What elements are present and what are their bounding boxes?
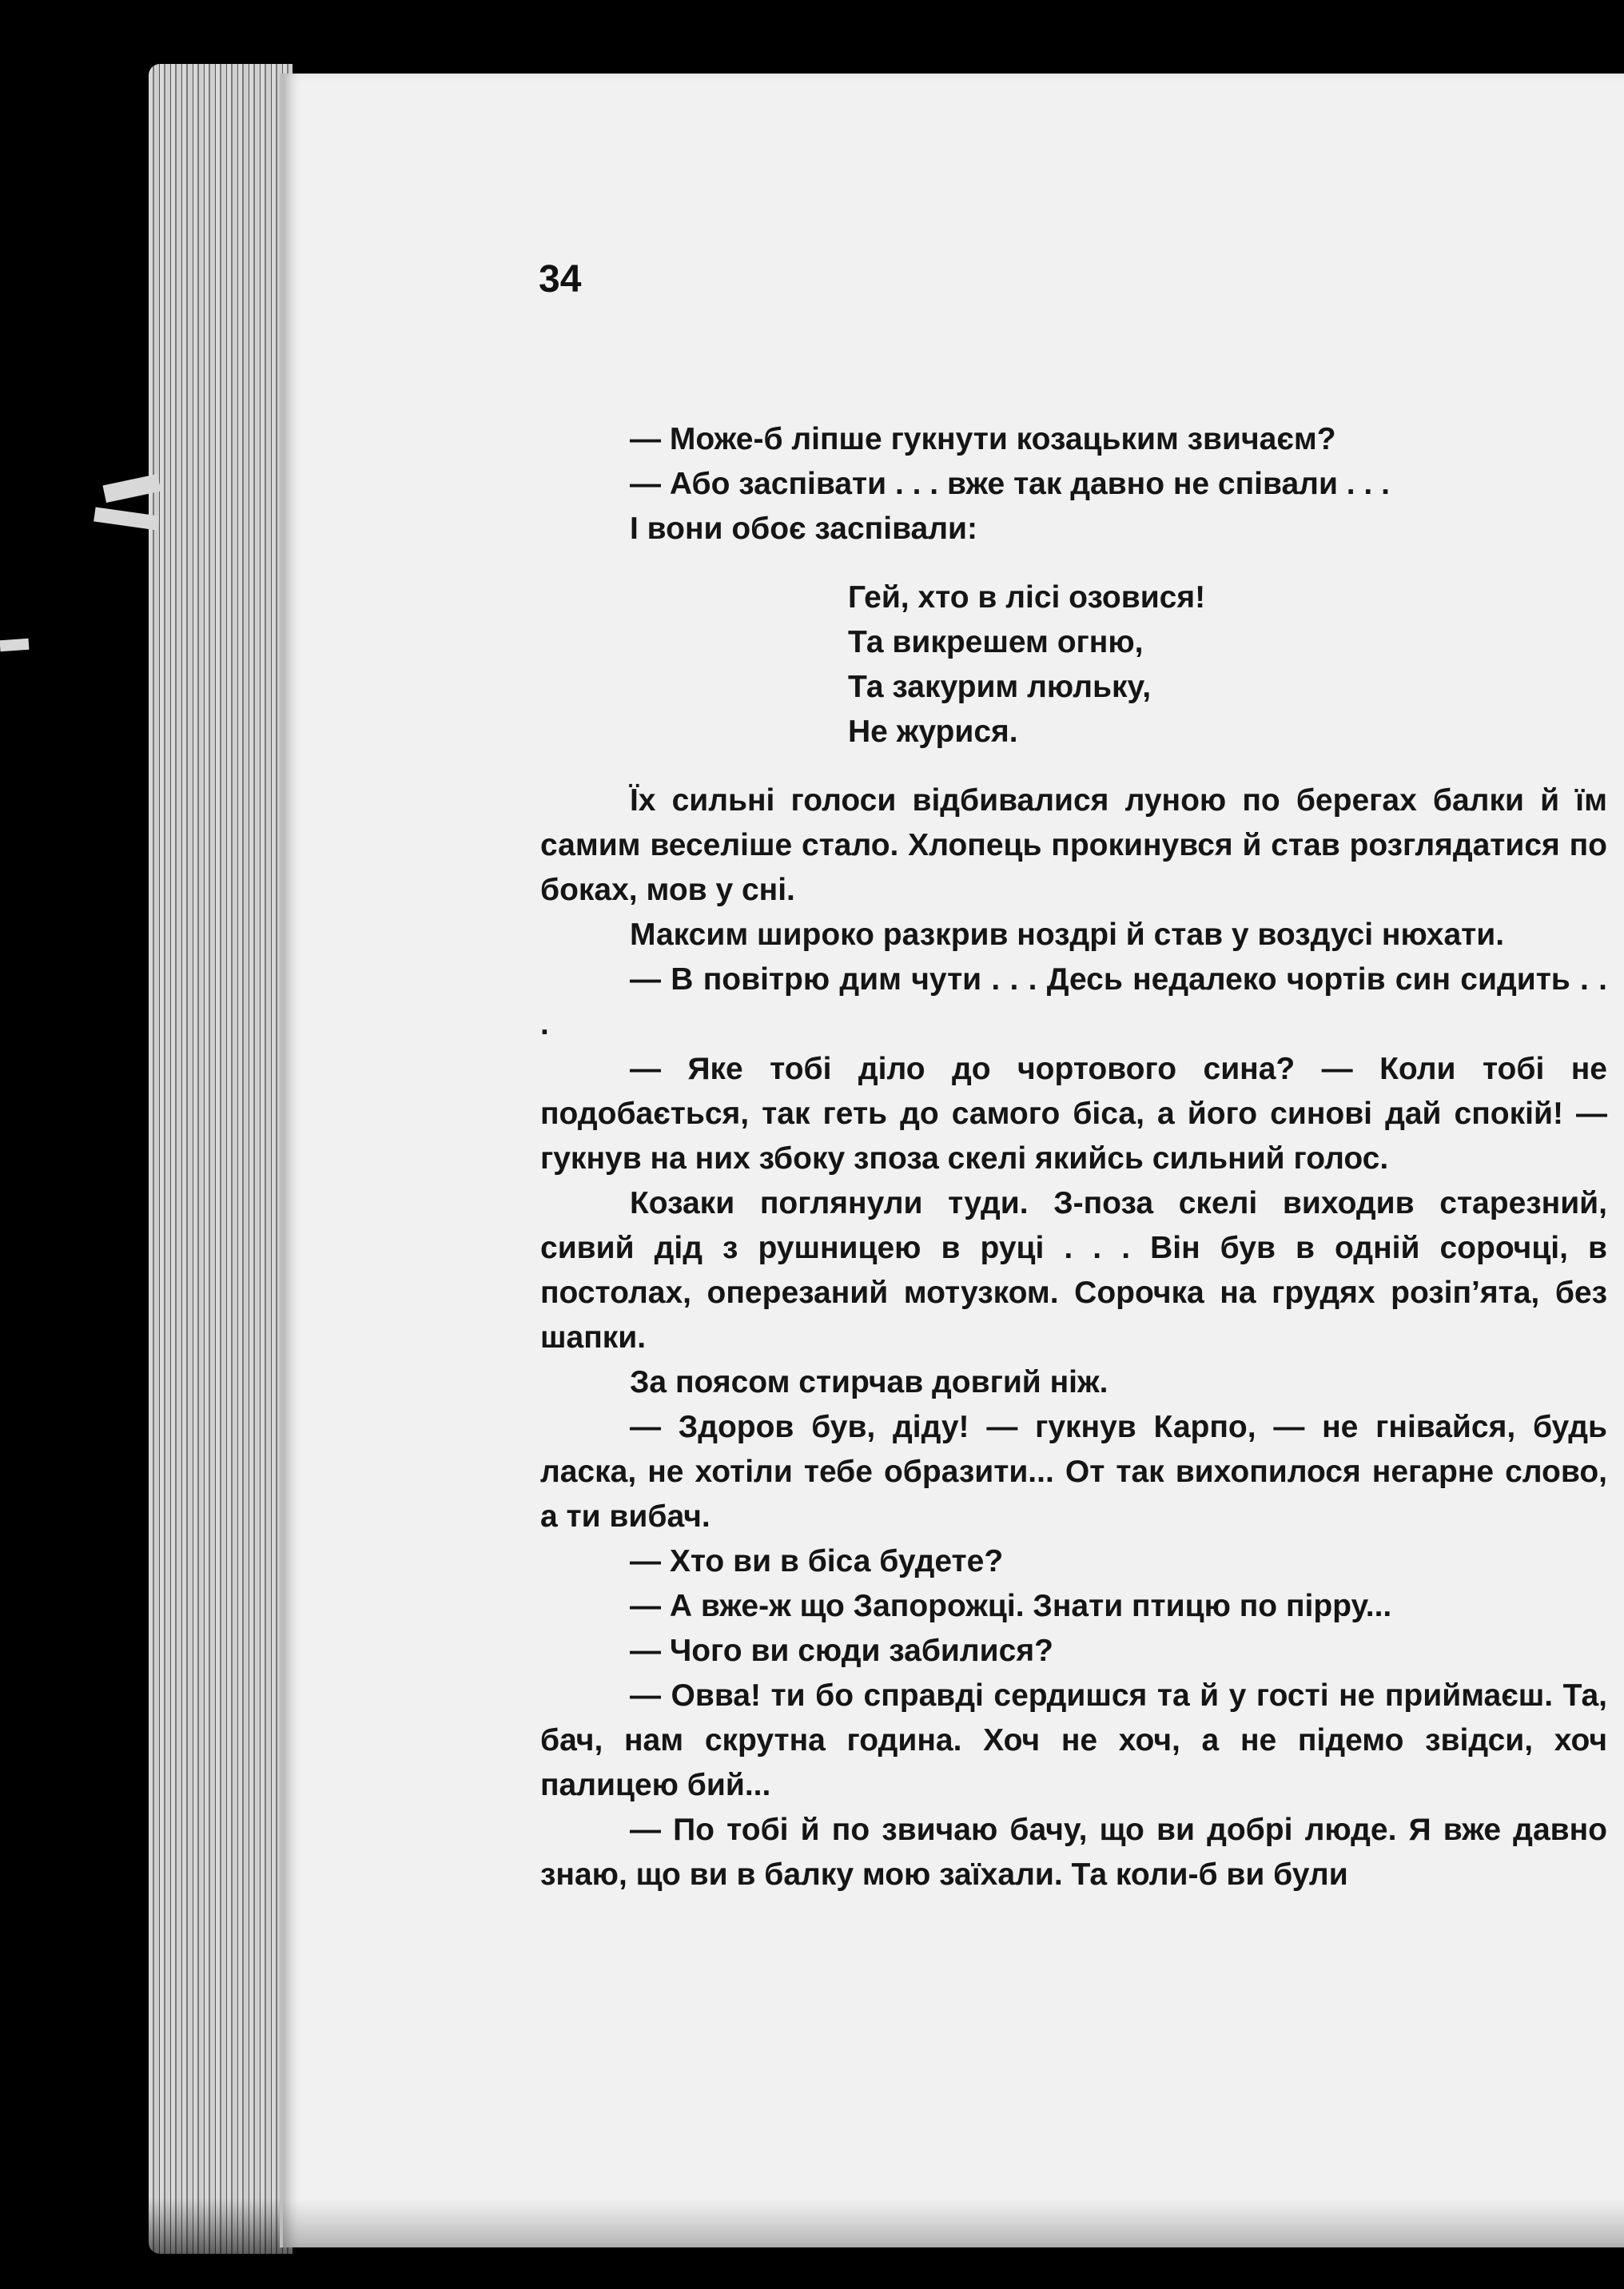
book-page-edges bbox=[149, 64, 293, 2254]
paragraph: За поясом стирчав довгий ніж. bbox=[630, 1365, 1109, 1399]
page bbox=[280, 74, 1624, 2247]
paragraph: — А вже-ж що Запорожці. Знати птицю по пірру... bbox=[630, 1589, 1392, 1623]
dialogue-line: І вони обоє заспівали: bbox=[630, 512, 977, 546]
page-text bbox=[540, 417, 1607, 1897]
verse-line: Та викрешем огню, bbox=[848, 625, 1144, 659]
song-verse bbox=[848, 575, 1607, 754]
paragraph: — По тобі й по звичаю бачу, що ви добрі люде. Я вже давно знаю, що ви в балку мою заїхали. Та коли-б ви були bbox=[540, 1813, 1607, 1892]
paragraph: — Овва! ти бо справді сердишся та й у гості не приймаєш. Та, бач, нам скрутна година. Хоч не хоч, а не підемо звідси, хоч палицею бий... bbox=[540, 1678, 1607, 1802]
paragraph: Їх сильні голоси відбивалися луною по берегах балки й їм самим веселіше стало. Хлопець прокинувся й став розглядатися по боках, мов у сні. bbox=[540, 783, 1607, 907]
torn-edge-scrap bbox=[0, 639, 29, 651]
dialogue-line: — Або заспівати . . . вже так давно не співали . . . bbox=[630, 467, 1390, 501]
verse-line: Гей, хто в лісі озовися! bbox=[848, 580, 1206, 615]
paragraph: — Чого ви сюди забилися? bbox=[630, 1634, 1053, 1668]
dialogue-line: — Може-б ліпше гукнути козацьким звичаєм? bbox=[630, 422, 1336, 456]
verse-line: Та закурим люльку, bbox=[848, 670, 1152, 704]
paragraph: Козаки поглянули туди. З-поза скелі виходив старезний, сивий дід з рушницею в руці . . . Він був в одній сорочці, в постолах, оперезаний мотузком. Сорочка на грудях розіп’ята, без шапки. bbox=[540, 1186, 1607, 1355]
paragraph: Максим широко разкрив ноздрі й став у воздусі нюхати. bbox=[630, 918, 1505, 952]
page-number: 34 bbox=[539, 258, 582, 301]
verse-line: Не журися. bbox=[848, 715, 1018, 749]
paragraph: — Здоров був, діду! — гукнув Карпо, — не гнівайся, будь ласка, не хотіли тебе образити... От так вихопилося негарне слово, а ти вибач. bbox=[540, 1410, 1607, 1534]
paragraph: — Хто ви в біса будете? bbox=[630, 1544, 1004, 1578]
paragraph: — В повітрю дим чути . . . Десь недалеко чортів син сидить . . . bbox=[540, 962, 1607, 1041]
paragraph: — Яке тобі діло до чортового сина? — Коли тобі не подобається, так геть до самого біса, а його синові дай спокій! — гукнув на них збоку зпоза скелі якийсь сильний голос. bbox=[540, 1052, 1607, 1176]
